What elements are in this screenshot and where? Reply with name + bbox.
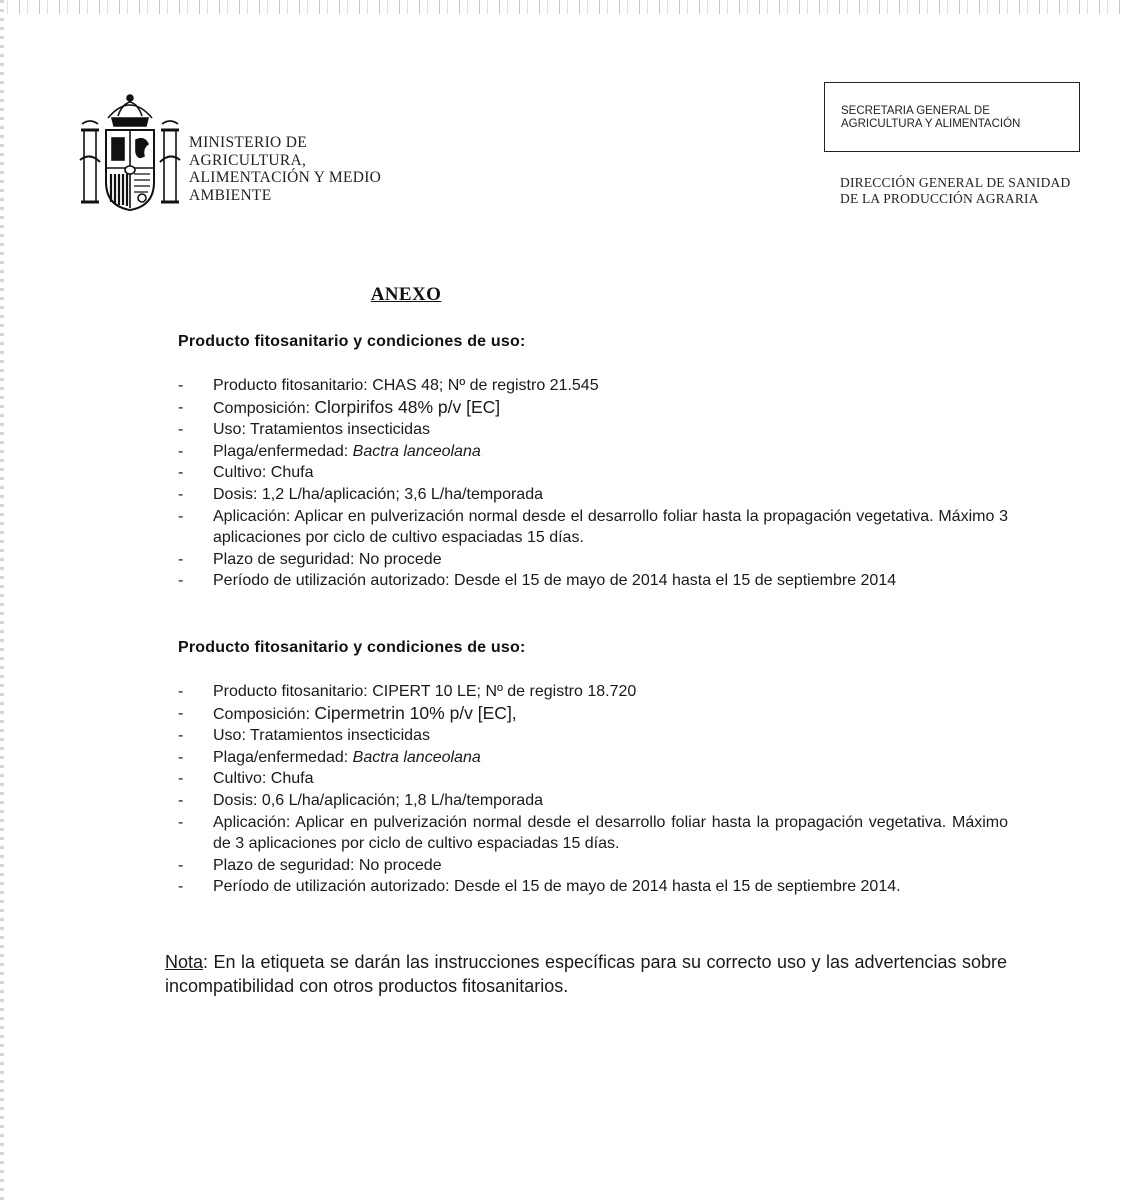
composicion-label: Composición: [213,399,315,417]
list-item-plaga [178,747,1008,769]
conditions-list [178,375,1008,592]
list-item-dosis: - Dosis: 1,2 L/ha/aplicación; 3,6 L/ha/temporada [178,484,1008,506]
list-item-producto: - Producto fitosanitario: CHAS 48; Nº de registro 21.545 [178,375,1008,397]
ministry-line: AMBIENTE [189,186,272,204]
list-item-periodo: - Período de utilización autorizado: Desde el 15 de mayo de 2014 hasta el 15 de septiembre 2014. [178,876,1008,898]
plaga-label: Plaga/enfermedad: [213,442,353,460]
direccion-general [840,175,1110,207]
secretaria-line: SECRETARIA GENERAL DE [841,105,990,117]
section-heading: Producto fitosanitario y condiciones de uso: [178,639,526,656]
composicion-label: Composición: [213,705,315,723]
list-item-cultivo: - Cultivo: Chufa [178,768,1008,790]
list-item-plazo: - Plazo de seguridad: No procede [178,855,1008,877]
composicion-value: Clorpirifos 48% p/v [EC] [314,396,501,417]
direccion-line: DIRECCIÓN GENERAL DE SANIDAD [840,175,1071,190]
list-item-dosis: - Dosis: 0,6 L/ha/aplicación; 1,8 L/ha/temporada [178,790,1008,812]
product-section-2 [178,639,1018,896]
note-text: : En la etiqueta se darán las instrucciones específicas para su correcto uso y las advertencias sobre incompatibilidad con otros productos fitosanitarios. [165,952,1007,996]
list-item-composicion [178,703,1008,726]
note-label: Nota [165,952,204,972]
list-item-plazo: - Plazo de seguridad: No procede [178,549,1008,571]
composicion-value: Cipermetrin 10% p/v [EC], [314,702,517,723]
list-item-plaga [178,441,1008,463]
secretaria-line: AGRICULTURA Y ALIMENTACIÓN [841,118,1021,130]
list-item-uso: - Uso: Tratamientos insecticidas [178,419,1008,441]
plaga-label: Plaga/enfermedad: [213,748,353,766]
list-item-aplicacion: - Aplicación: Aplicar en pulverización normal desde el desarrollo foliar hasta la propagación vegetativa. Máximo 3 aplicaciones por ciclo de cultivo espaciadas 15 días. [178,506,1008,549]
ministry-line: AGRICULTURA, [189,151,307,169]
coat-of-arms-icon [78,90,182,215]
list-item-composicion [178,397,1008,420]
page-title: ANEXO [370,284,442,305]
list-item-uso: - Uso: Tratamientos insecticidas [178,725,1008,747]
list-item-periodo: - Período de utilización autorizado: Desde el 15 de mayo de 2014 hasta el 15 de septiembre 2014 [178,570,1008,592]
list-item-cultivo: - Cultivo: Chufa [178,462,1008,484]
secretaria-box [824,82,1080,152]
list-item-aplicacion: - Aplicación: Aplicar en pulverización normal desde el desarrollo foliar hasta la propagación vegetativa. Máximo de 3 aplicaciones por ciclo de cultivo espaciadas 15 días. [178,812,1008,855]
plaga-value: Bactra lanceolana [352,442,481,460]
direccion-line: DE LA PRODUCCIÓN AGRARIA [840,191,1039,206]
conditions-list [178,681,1008,898]
letterhead [0,0,1127,240]
list-item-producto: - Producto fitosanitario: CIPERT 10 LE; Nº de registro 18.720 [178,681,1008,703]
ministry-line: MINISTERIO DE [189,134,307,151]
section-heading: Producto fitosanitario y condiciones de uso: [178,333,526,350]
plaga-value: Bactra lanceolana [352,748,481,766]
product-section-1 [178,333,1018,590]
note-paragraph [165,950,1007,998]
secretaria-text [841,105,1020,131]
ministry-name [189,134,449,204]
ministry-line: ALIMENTACIÓN Y MEDIO [189,169,382,186]
